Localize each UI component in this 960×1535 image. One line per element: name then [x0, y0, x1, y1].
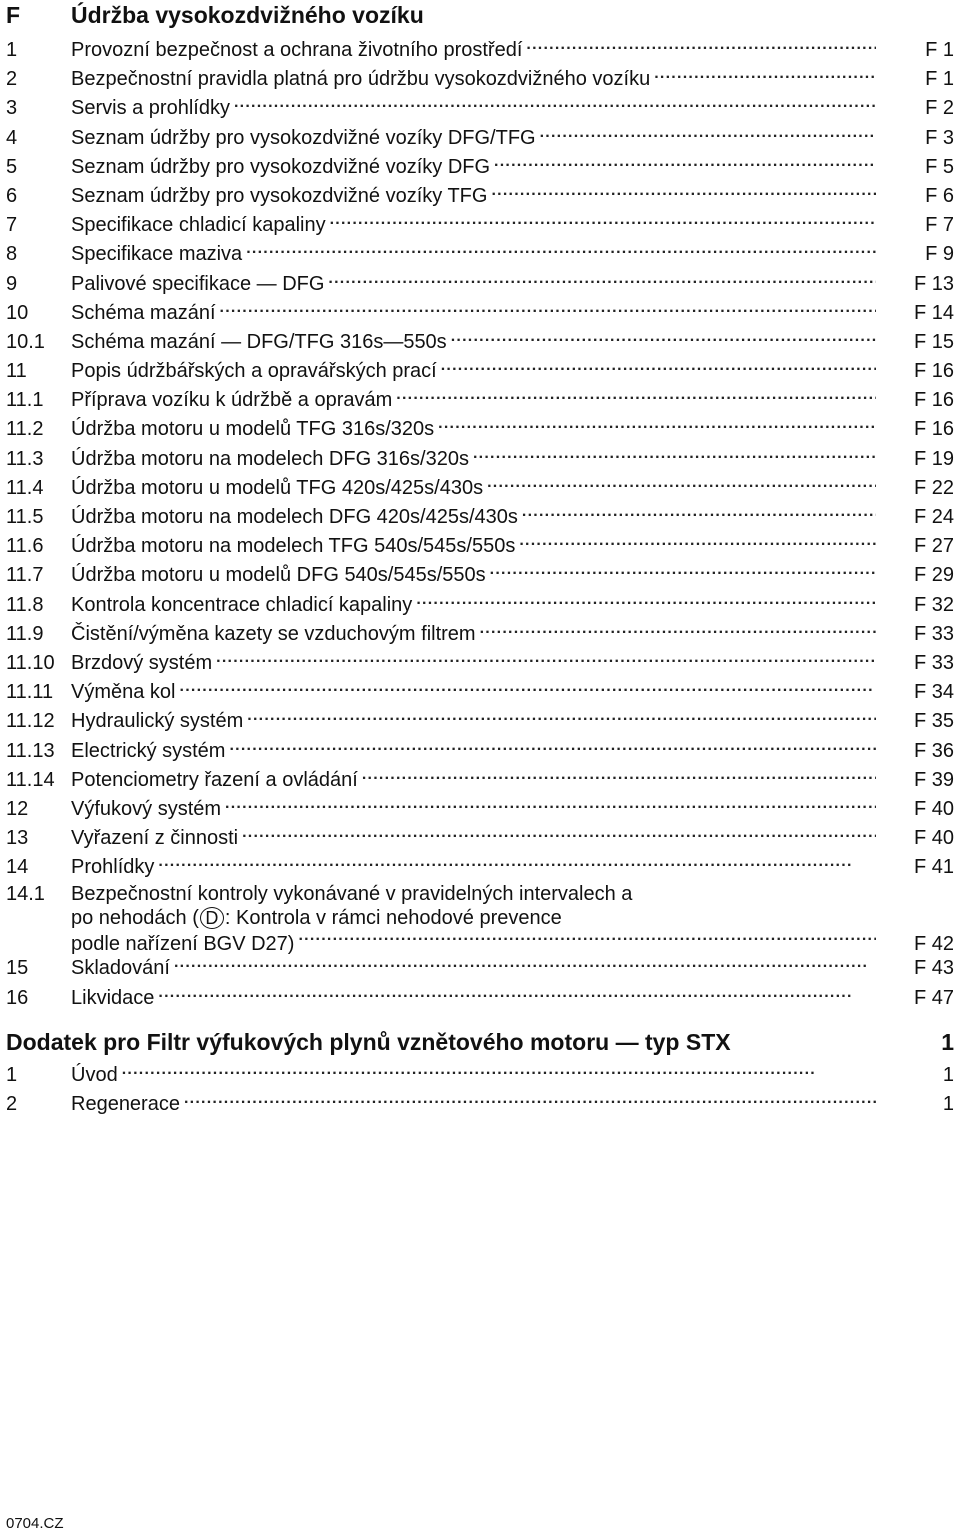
- toc-entry-title: Potenciometry řazení a ovládání: [71, 768, 358, 791]
- toc-entry-number: 12: [6, 797, 29, 820]
- toc-entry[interactable]: [6, 737, 954, 766]
- leader-dots: [229, 737, 876, 757]
- toc-entry-page: F 16: [913, 389, 954, 412]
- toc-entry[interactable]: [6, 503, 954, 532]
- toc-entries-tail: [6, 954, 954, 1012]
- toc-entry-page: 1: [942, 1063, 954, 1086]
- toc-entry-title: Úvod: [71, 1063, 118, 1086]
- toc-entry-number: 11.8: [6, 593, 44, 616]
- leader-dots: [247, 707, 876, 727]
- appendix-heading: [6, 1023, 954, 1061]
- toc-entry[interactable]: [6, 532, 954, 561]
- toc-entry-page: F 5: [925, 155, 954, 178]
- leader-dots: [491, 182, 876, 202]
- toc-entry-number: 7: [6, 214, 18, 237]
- leader-dots: [122, 1061, 876, 1081]
- toc-entry-number: 9: [6, 272, 18, 295]
- toc-entry-title: Seznam údržby pro vysokozdvižné vozíky DFG/TFG: [71, 126, 536, 149]
- toc-entry-page: F 33: [913, 651, 954, 674]
- toc-entry[interactable]: [6, 357, 954, 386]
- toc-entry-number: 11.10: [6, 651, 55, 674]
- toc-entry-page: F 13: [913, 272, 954, 295]
- leader-dots: [158, 853, 876, 873]
- toc-entry[interactable]: [6, 299, 954, 328]
- toc-entry-title-line3: podle nařízení BGV D27): [71, 933, 295, 956]
- toc-entry-title: Specifikace maziva: [71, 243, 243, 266]
- toc-entry-number: 11.3: [6, 447, 44, 470]
- toc-entry-number: 11.2: [6, 418, 44, 441]
- toc-entry-number: 13: [6, 827, 29, 850]
- toc-entry-page: F 27: [913, 535, 954, 558]
- leader-dots: [526, 36, 876, 56]
- toc-entry[interactable]: [6, 124, 954, 153]
- toc-entry[interactable]: [6, 795, 954, 824]
- toc-entry-title: Příprava vozíku k údržbě a opravám: [71, 389, 393, 412]
- appendix-title: Dodatek pro Filtr výfukových plynů vznětového motoru — typ STX: [6, 1028, 731, 1055]
- toc-entry-number: 14.1: [6, 883, 45, 906]
- toc-entry-number: 11.7: [6, 564, 44, 587]
- toc-entry-number: 14: [6, 856, 29, 879]
- toc-entry-number: 11.11: [6, 681, 54, 704]
- toc-entry-page: F 24: [913, 506, 954, 528]
- leader-dots: [473, 445, 876, 465]
- leader-dots: [654, 65, 876, 85]
- toc-entry[interactable]: [6, 270, 954, 299]
- toc-entry[interactable]: [6, 824, 954, 853]
- toc-entry-page: F 3: [925, 126, 954, 149]
- leader-dots: [216, 649, 876, 669]
- toc-entry-title: Regenerace: [71, 1093, 180, 1115]
- toc-entry-title: Schéma mazání: [71, 301, 216, 324]
- leader-dots: [184, 1090, 876, 1110]
- toc-entry-page: F 1: [925, 39, 954, 61]
- toc-entry-number: 2: [6, 1093, 18, 1115]
- toc-entry-page: F 7: [925, 214, 954, 237]
- toc-entry[interactable]: [6, 328, 954, 357]
- toc-entry[interactable]: [6, 474, 954, 503]
- toc-entry[interactable]: [6, 707, 954, 736]
- toc-entry-title: Brzdový systém: [71, 651, 213, 674]
- leader-dots: [158, 984, 876, 1004]
- toc-entry-title: Electrický systém: [71, 739, 226, 762]
- toc-entry-number: 10.1: [6, 330, 45, 353]
- toc-entry-number: 1: [6, 39, 18, 61]
- toc-entry-number: 11: [6, 360, 27, 383]
- leader-dots: [246, 240, 876, 260]
- leader-dots: [225, 795, 876, 815]
- leader-dots: [522, 503, 876, 523]
- toc-entry-number: 11.6: [6, 535, 44, 558]
- toc-entry-title: Skladování: [71, 957, 170, 980]
- toc-entry[interactable]: [6, 954, 954, 983]
- leader-dots: [220, 299, 876, 319]
- toc-entry-page: F 16: [913, 360, 954, 383]
- toc-entry-page: F 32: [913, 593, 954, 616]
- toc-entry-title: Provozní bezpečnost a ochrana životního prostředí: [71, 39, 523, 61]
- toc-entry-page: F 40: [913, 827, 954, 850]
- toc-entry-page: F 47: [913, 986, 954, 1009]
- toc-entry-title: Vyřazení z činnosti: [71, 827, 239, 850]
- toc-entry-number: 11.12: [6, 710, 55, 733]
- toc-entry-page: F 35: [913, 710, 954, 733]
- toc-entry-title: Údržba motoru u modelů TFG 420s/425s/430s: [71, 476, 484, 499]
- toc-entry-title: Údržba motoru u modelů DFG 540s/545s/550s: [71, 564, 486, 587]
- leader-dots: [451, 328, 876, 348]
- toc-entry-title: Prohlídky: [71, 856, 155, 879]
- toc-entry-title: Likvidace: [71, 986, 155, 1009]
- toc-entry-title: Kontrola koncentrace chladicí kapaliny: [71, 593, 413, 616]
- leader-dots: [328, 270, 876, 290]
- appendix-entries: [6, 1061, 954, 1119]
- toc-entry-title: Palivové specifikace — DFG: [71, 272, 325, 295]
- toc-entry-title: Hydraulický systém: [71, 710, 244, 733]
- toc-entry-title: Popis údržbářských a opravářských prací: [71, 360, 437, 383]
- toc-entry-page: F 22: [913, 476, 954, 499]
- toc-entry[interactable]: [6, 1090, 954, 1119]
- toc-entry-page: F 33: [913, 622, 954, 645]
- toc-entry[interactable]: [6, 182, 954, 211]
- toc-entry-title: Čistění/výměna kazety se vzduchovým filtrem: [71, 622, 476, 645]
- leader-dots: [396, 386, 876, 406]
- toc-entry-page: F 40: [913, 797, 954, 820]
- toc-entry[interactable]: [6, 591, 954, 620]
- toc-entry-page: F 6: [925, 184, 954, 207]
- toc-entry-14-1[interactable]: [6, 882, 954, 954]
- toc-entry[interactable]: [6, 153, 954, 182]
- toc-entry-number: 3: [6, 97, 18, 120]
- section-letter: F: [6, 2, 21, 28]
- leader-dots: [519, 532, 876, 552]
- toc-entry-title: Seznam údržby pro vysokozdvižné vozíky TFG: [71, 184, 488, 207]
- leader-dots: [480, 620, 876, 640]
- toc-entry[interactable]: [6, 1061, 954, 1090]
- toc-entry-page: F 29: [913, 564, 954, 587]
- toc-entry-title: Údržba motoru u modelů TFG 316s/320s: [71, 418, 435, 441]
- toc-page: [6, 0, 954, 1119]
- toc-entry-title: Bezpečnostní pravidla platná pro údržbu vysokozdvižného vozíku: [71, 68, 651, 91]
- toc-entry-title-line1: Bezpečnostní kontroly vykonávané v pravidelných intervalech a: [71, 883, 633, 906]
- toc-entry-page: 1: [942, 1093, 954, 1115]
- toc-entry[interactable]: [6, 36, 954, 65]
- toc-entry[interactable]: [6, 211, 954, 240]
- toc-entry-number: 11.5: [6, 506, 44, 528]
- toc-entry-page: F 2: [925, 97, 954, 120]
- toc-entry-title: Výměna kol: [71, 681, 176, 704]
- leader-dots: [180, 678, 877, 698]
- leader-dots: [494, 153, 876, 173]
- toc-entry-number: 10: [6, 301, 29, 324]
- leader-dots: [174, 954, 876, 974]
- toc-entry-number: 11.14: [6, 768, 55, 791]
- toc-entry-number: 11.13: [6, 739, 55, 762]
- toc-entry[interactable]: [6, 766, 954, 795]
- leader-dots: [234, 94, 876, 114]
- leader-dots: [242, 824, 876, 844]
- toc-entry-number: 15: [6, 957, 29, 980]
- toc-entry-page: F 1: [925, 68, 954, 91]
- toc-entry[interactable]: [6, 853, 954, 882]
- toc-entry-page: F 9: [925, 243, 954, 266]
- toc-entry-page: F 15: [913, 330, 954, 353]
- toc-entry-number: 11.9: [6, 622, 44, 645]
- toc-entry-page: F 34: [913, 681, 954, 704]
- section-heading: [6, 0, 954, 36]
- toc-entry[interactable]: [6, 415, 954, 444]
- toc-entry-number: 6: [6, 184, 18, 207]
- toc-entry-title-line2-pre: po nehodách (: [71, 907, 199, 930]
- toc-entry-number: 2: [6, 68, 18, 91]
- leader-dots: [330, 211, 876, 231]
- toc-entries: [6, 36, 954, 882]
- appendix-page: 1: [941, 1028, 954, 1055]
- toc-entry-title: Údržba motoru na modelech TFG 540s/545s/550s: [71, 535, 516, 558]
- toc-entry-number: 11.4: [6, 476, 44, 499]
- toc-entry-title: Výfukový systém: [71, 797, 222, 820]
- toc-entry[interactable]: [6, 445, 954, 474]
- toc-entry-page: F 14: [913, 301, 954, 324]
- toc-entry[interactable]: [6, 240, 954, 269]
- leader-dots: [362, 766, 876, 786]
- toc-entry-number: 5: [6, 155, 18, 178]
- toc-entry-title: Údržba motoru na modelech DFG 316s/320s: [71, 447, 469, 470]
- toc-entry-title: Servis a prohlídky: [71, 97, 230, 120]
- toc-entry-number: 8: [6, 243, 18, 266]
- leader-dots: [441, 357, 876, 377]
- toc-entry-number: 16: [6, 986, 29, 1009]
- toc-entry[interactable]: [6, 984, 954, 1013]
- toc-entry-page: F 36: [913, 739, 954, 762]
- toc-entry[interactable]: [6, 678, 954, 707]
- toc-entry[interactable]: [6, 65, 954, 94]
- toc-entry[interactable]: [6, 94, 954, 123]
- toc-entry-title-line2-post: : Kontrola v rámci nehodové prevence: [224, 907, 562, 930]
- toc-entry-title: Specifikace chladicí kapaliny: [71, 214, 326, 237]
- toc-entry-title: Seznam údržby pro vysokozdvižné vozíky DFG: [71, 155, 491, 178]
- toc-entry-page: F 19: [913, 447, 954, 470]
- country-d-badge: D: [200, 907, 224, 929]
- leader-dots: [438, 415, 876, 435]
- document-code: 0704.CZ: [6, 1515, 64, 1532]
- toc-entry-number: 4: [6, 126, 18, 149]
- leader-dots: [487, 474, 876, 494]
- toc-entry-number: 11.1: [6, 389, 44, 412]
- leader-dots: [298, 930, 876, 950]
- toc-entry-page: F 39: [913, 768, 954, 791]
- toc-entry-number: 1: [6, 1063, 18, 1086]
- leader-dots: [490, 561, 876, 581]
- toc-entry[interactable]: [6, 386, 954, 415]
- leader-dots: [540, 124, 876, 144]
- toc-entry-page: F 41: [913, 856, 954, 879]
- toc-entry[interactable]: [6, 620, 954, 649]
- section-title: Údržba vysokozdvižného vozíku: [71, 2, 424, 28]
- toc-entry[interactable]: [6, 561, 954, 590]
- toc-entry-title: Schéma mazání — DFG/TFG 316s—550s: [71, 330, 447, 353]
- toc-entry-page: F 16: [913, 418, 954, 441]
- leader-dots: [416, 591, 876, 611]
- toc-entry-page: F 43: [913, 957, 954, 980]
- toc-entry-title: Údržba motoru na modelech DFG 420s/425s/430s: [71, 506, 518, 528]
- toc-entry[interactable]: [6, 649, 954, 678]
- toc-entry-page: F 42: [913, 933, 954, 956]
